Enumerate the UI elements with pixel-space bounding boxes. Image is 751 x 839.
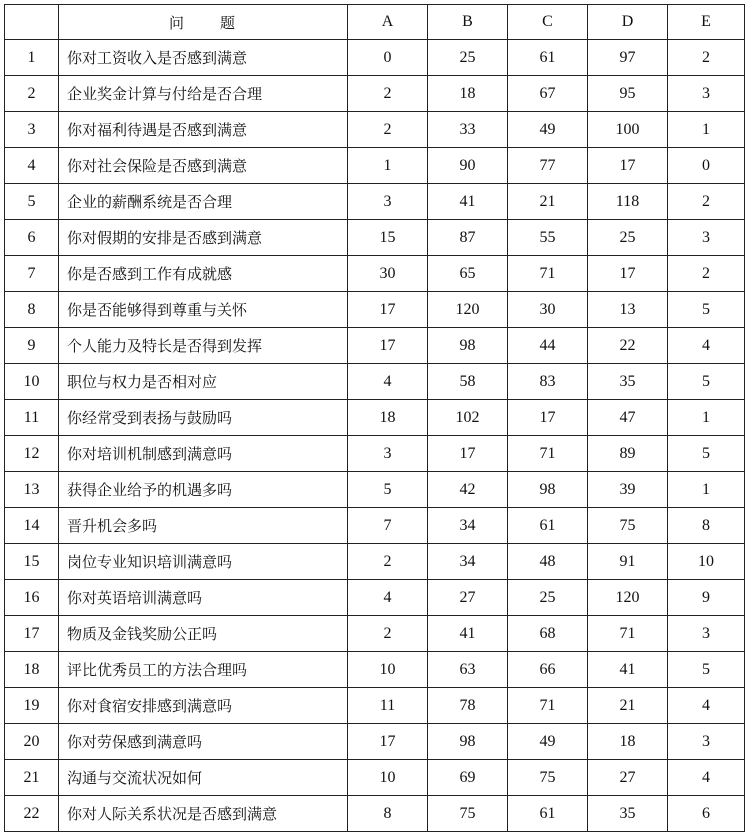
value-cell-e: 3 [668,76,745,112]
value-cell-a: 1 [348,148,428,184]
value-cell-e: 4 [668,328,745,364]
row-number: 13 [5,472,59,508]
value-cell-a: 10 [348,760,428,796]
value-cell-e: 5 [668,292,745,328]
value-cell-a: 4 [348,580,428,616]
value-cell-b: 75 [428,796,508,832]
value-cell-b: 69 [428,760,508,796]
question-cell: 你对工资收入是否感到满意 [59,40,348,76]
value-cell-d: 25 [588,220,668,256]
value-cell-b: 34 [428,544,508,580]
value-cell-e: 1 [668,400,745,436]
value-cell-c: 75 [508,760,588,796]
table-row [5,652,745,688]
value-cell-b: 58 [428,364,508,400]
value-cell-b: 18 [428,76,508,112]
value-cell-b: 98 [428,724,508,760]
value-cell-e: 4 [668,760,745,796]
value-cell-b: 27 [428,580,508,616]
value-cell-e: 3 [668,724,745,760]
value-cell-d: 35 [588,364,668,400]
value-cell-b: 63 [428,652,508,688]
table-row [5,148,745,184]
value-cell-b: 17 [428,436,508,472]
value-cell-c: 30 [508,292,588,328]
value-cell-c: 71 [508,256,588,292]
value-cell-c: 17 [508,400,588,436]
value-cell-d: 35 [588,796,668,832]
col-header-c: C [508,5,588,40]
table-row [5,328,745,364]
survey-results-table [4,4,745,832]
value-cell-a: 0 [348,40,428,76]
table-row [5,112,745,148]
value-cell-a: 8 [348,796,428,832]
value-cell-d: 17 [588,148,668,184]
value-cell-c: 68 [508,616,588,652]
value-cell-e: 0 [668,148,745,184]
value-cell-d: 71 [588,616,668,652]
row-number: 10 [5,364,59,400]
table-row [5,796,745,832]
value-cell-a: 30 [348,256,428,292]
value-cell-c: 61 [508,508,588,544]
value-cell-b: 25 [428,40,508,76]
value-cell-d: 95 [588,76,668,112]
value-cell-e: 8 [668,508,745,544]
value-cell-b: 34 [428,508,508,544]
value-cell-a: 17 [348,724,428,760]
question-cell: 你对福利待遇是否感到满意 [59,112,348,148]
col-header-b: B [428,5,508,40]
question-cell: 职位与权力是否相对应 [59,364,348,400]
value-cell-d: 97 [588,40,668,76]
row-number: 12 [5,436,59,472]
table-row [5,220,745,256]
value-cell-d: 39 [588,472,668,508]
value-cell-e: 3 [668,220,745,256]
table-row [5,292,745,328]
row-number: 22 [5,796,59,832]
table-row [5,760,745,796]
value-cell-a: 2 [348,76,428,112]
value-cell-b: 102 [428,400,508,436]
value-cell-b: 41 [428,184,508,220]
value-cell-b: 98 [428,328,508,364]
table-row [5,616,745,652]
value-cell-c: 71 [508,436,588,472]
value-cell-c: 71 [508,688,588,724]
value-cell-b: 65 [428,256,508,292]
question-cell: 你对食宿安排感到满意吗 [59,688,348,724]
value-cell-d: 75 [588,508,668,544]
table-row [5,364,745,400]
value-cell-c: 67 [508,76,588,112]
question-cell: 企业的薪酬系统是否合理 [59,184,348,220]
value-cell-a: 2 [348,544,428,580]
value-cell-a: 3 [348,436,428,472]
question-cell: 你是否感到工作有成就感 [59,256,348,292]
value-cell-a: 5 [348,472,428,508]
table-row [5,472,745,508]
table-row [5,580,745,616]
value-cell-b: 42 [428,472,508,508]
question-cell: 岗位专业知识培训满意吗 [59,544,348,580]
question-cell: 你经常受到表扬与鼓励吗 [59,400,348,436]
question-cell: 获得企业给予的机遇多吗 [59,472,348,508]
value-cell-e: 5 [668,364,745,400]
question-cell: 你对培训机制感到满意吗 [59,436,348,472]
value-cell-e: 4 [668,688,745,724]
value-cell-c: 48 [508,544,588,580]
row-number: 20 [5,724,59,760]
question-cell: 评比优秀员工的方法合理吗 [59,652,348,688]
row-number: 16 [5,580,59,616]
value-cell-e: 1 [668,472,745,508]
row-number: 4 [5,148,59,184]
value-cell-a: 2 [348,616,428,652]
value-cell-c: 21 [508,184,588,220]
value-cell-e: 5 [668,436,745,472]
table-row [5,256,745,292]
value-cell-c: 83 [508,364,588,400]
value-cell-c: 55 [508,220,588,256]
row-number: 7 [5,256,59,292]
value-cell-c: 77 [508,148,588,184]
value-cell-d: 27 [588,760,668,796]
value-cell-d: 18 [588,724,668,760]
question-cell: 企业奖金计算与付给是否合理 [59,76,348,112]
col-header-a: A [348,5,428,40]
question-cell: 晋升机会多吗 [59,508,348,544]
value-cell-d: 91 [588,544,668,580]
value-cell-d: 100 [588,112,668,148]
value-cell-b: 33 [428,112,508,148]
table-row [5,40,745,76]
value-cell-c: 25 [508,580,588,616]
header-row [5,5,745,40]
table-row [5,724,745,760]
row-number: 5 [5,184,59,220]
value-cell-d: 89 [588,436,668,472]
value-cell-a: 18 [348,400,428,436]
table-row [5,544,745,580]
table-row [5,76,745,112]
value-cell-c: 98 [508,472,588,508]
question-cell: 你对劳保感到满意吗 [59,724,348,760]
value-cell-c: 66 [508,652,588,688]
row-number: 1 [5,40,59,76]
question-cell: 你对假期的安排是否感到满意 [59,220,348,256]
row-number: 15 [5,544,59,580]
value-cell-d: 118 [588,184,668,220]
table-row [5,436,745,472]
row-number: 17 [5,616,59,652]
question-cell: 你对英语培训满意吗 [59,580,348,616]
value-cell-e: 9 [668,580,745,616]
value-cell-c: 61 [508,796,588,832]
row-number: 8 [5,292,59,328]
table-row [5,400,745,436]
value-cell-e: 10 [668,544,745,580]
value-cell-a: 11 [348,688,428,724]
row-number: 11 [5,400,59,436]
value-cell-e: 5 [668,652,745,688]
row-number: 14 [5,508,59,544]
value-cell-d: 21 [588,688,668,724]
value-cell-c: 61 [508,40,588,76]
value-cell-b: 90 [428,148,508,184]
value-cell-a: 17 [348,328,428,364]
value-cell-d: 17 [588,256,668,292]
table-row [5,688,745,724]
value-cell-b: 41 [428,616,508,652]
value-cell-c: 49 [508,112,588,148]
value-cell-c: 44 [508,328,588,364]
question-cell: 个人能力及特长是否得到发挥 [59,328,348,364]
row-number: 2 [5,76,59,112]
value-cell-b: 78 [428,688,508,724]
question-cell: 物质及金钱奖励公正吗 [59,616,348,652]
value-cell-a: 7 [348,508,428,544]
row-number: 19 [5,688,59,724]
col-header-d: D [588,5,668,40]
question-header: 问 题 [59,5,348,40]
value-cell-d: 22 [588,328,668,364]
row-number: 3 [5,112,59,148]
question-cell: 你是否能够得到尊重与关怀 [59,292,348,328]
value-cell-e: 2 [668,256,745,292]
question-cell: 沟通与交流状况如何 [59,760,348,796]
value-cell-d: 120 [588,580,668,616]
value-cell-a: 15 [348,220,428,256]
row-number: 6 [5,220,59,256]
value-cell-b: 87 [428,220,508,256]
value-cell-d: 47 [588,400,668,436]
value-cell-a: 10 [348,652,428,688]
value-cell-e: 1 [668,112,745,148]
value-cell-a: 4 [348,364,428,400]
value-cell-d: 13 [588,292,668,328]
row-number: 9 [5,328,59,364]
value-cell-b: 120 [428,292,508,328]
value-cell-a: 2 [348,112,428,148]
row-number: 21 [5,760,59,796]
value-cell-c: 49 [508,724,588,760]
value-cell-a: 3 [348,184,428,220]
col-header-e: E [668,5,745,40]
table-body [5,40,745,832]
table-row [5,508,745,544]
value-cell-e: 6 [668,796,745,832]
value-cell-a: 17 [348,292,428,328]
row-number: 18 [5,652,59,688]
index-header [5,5,59,40]
value-cell-e: 2 [668,184,745,220]
question-cell: 你对社会保险是否感到满意 [59,148,348,184]
value-cell-d: 41 [588,652,668,688]
value-cell-e: 3 [668,616,745,652]
question-cell: 你对人际关系状况是否感到满意 [59,796,348,832]
table-row [5,184,745,220]
value-cell-e: 2 [668,40,745,76]
